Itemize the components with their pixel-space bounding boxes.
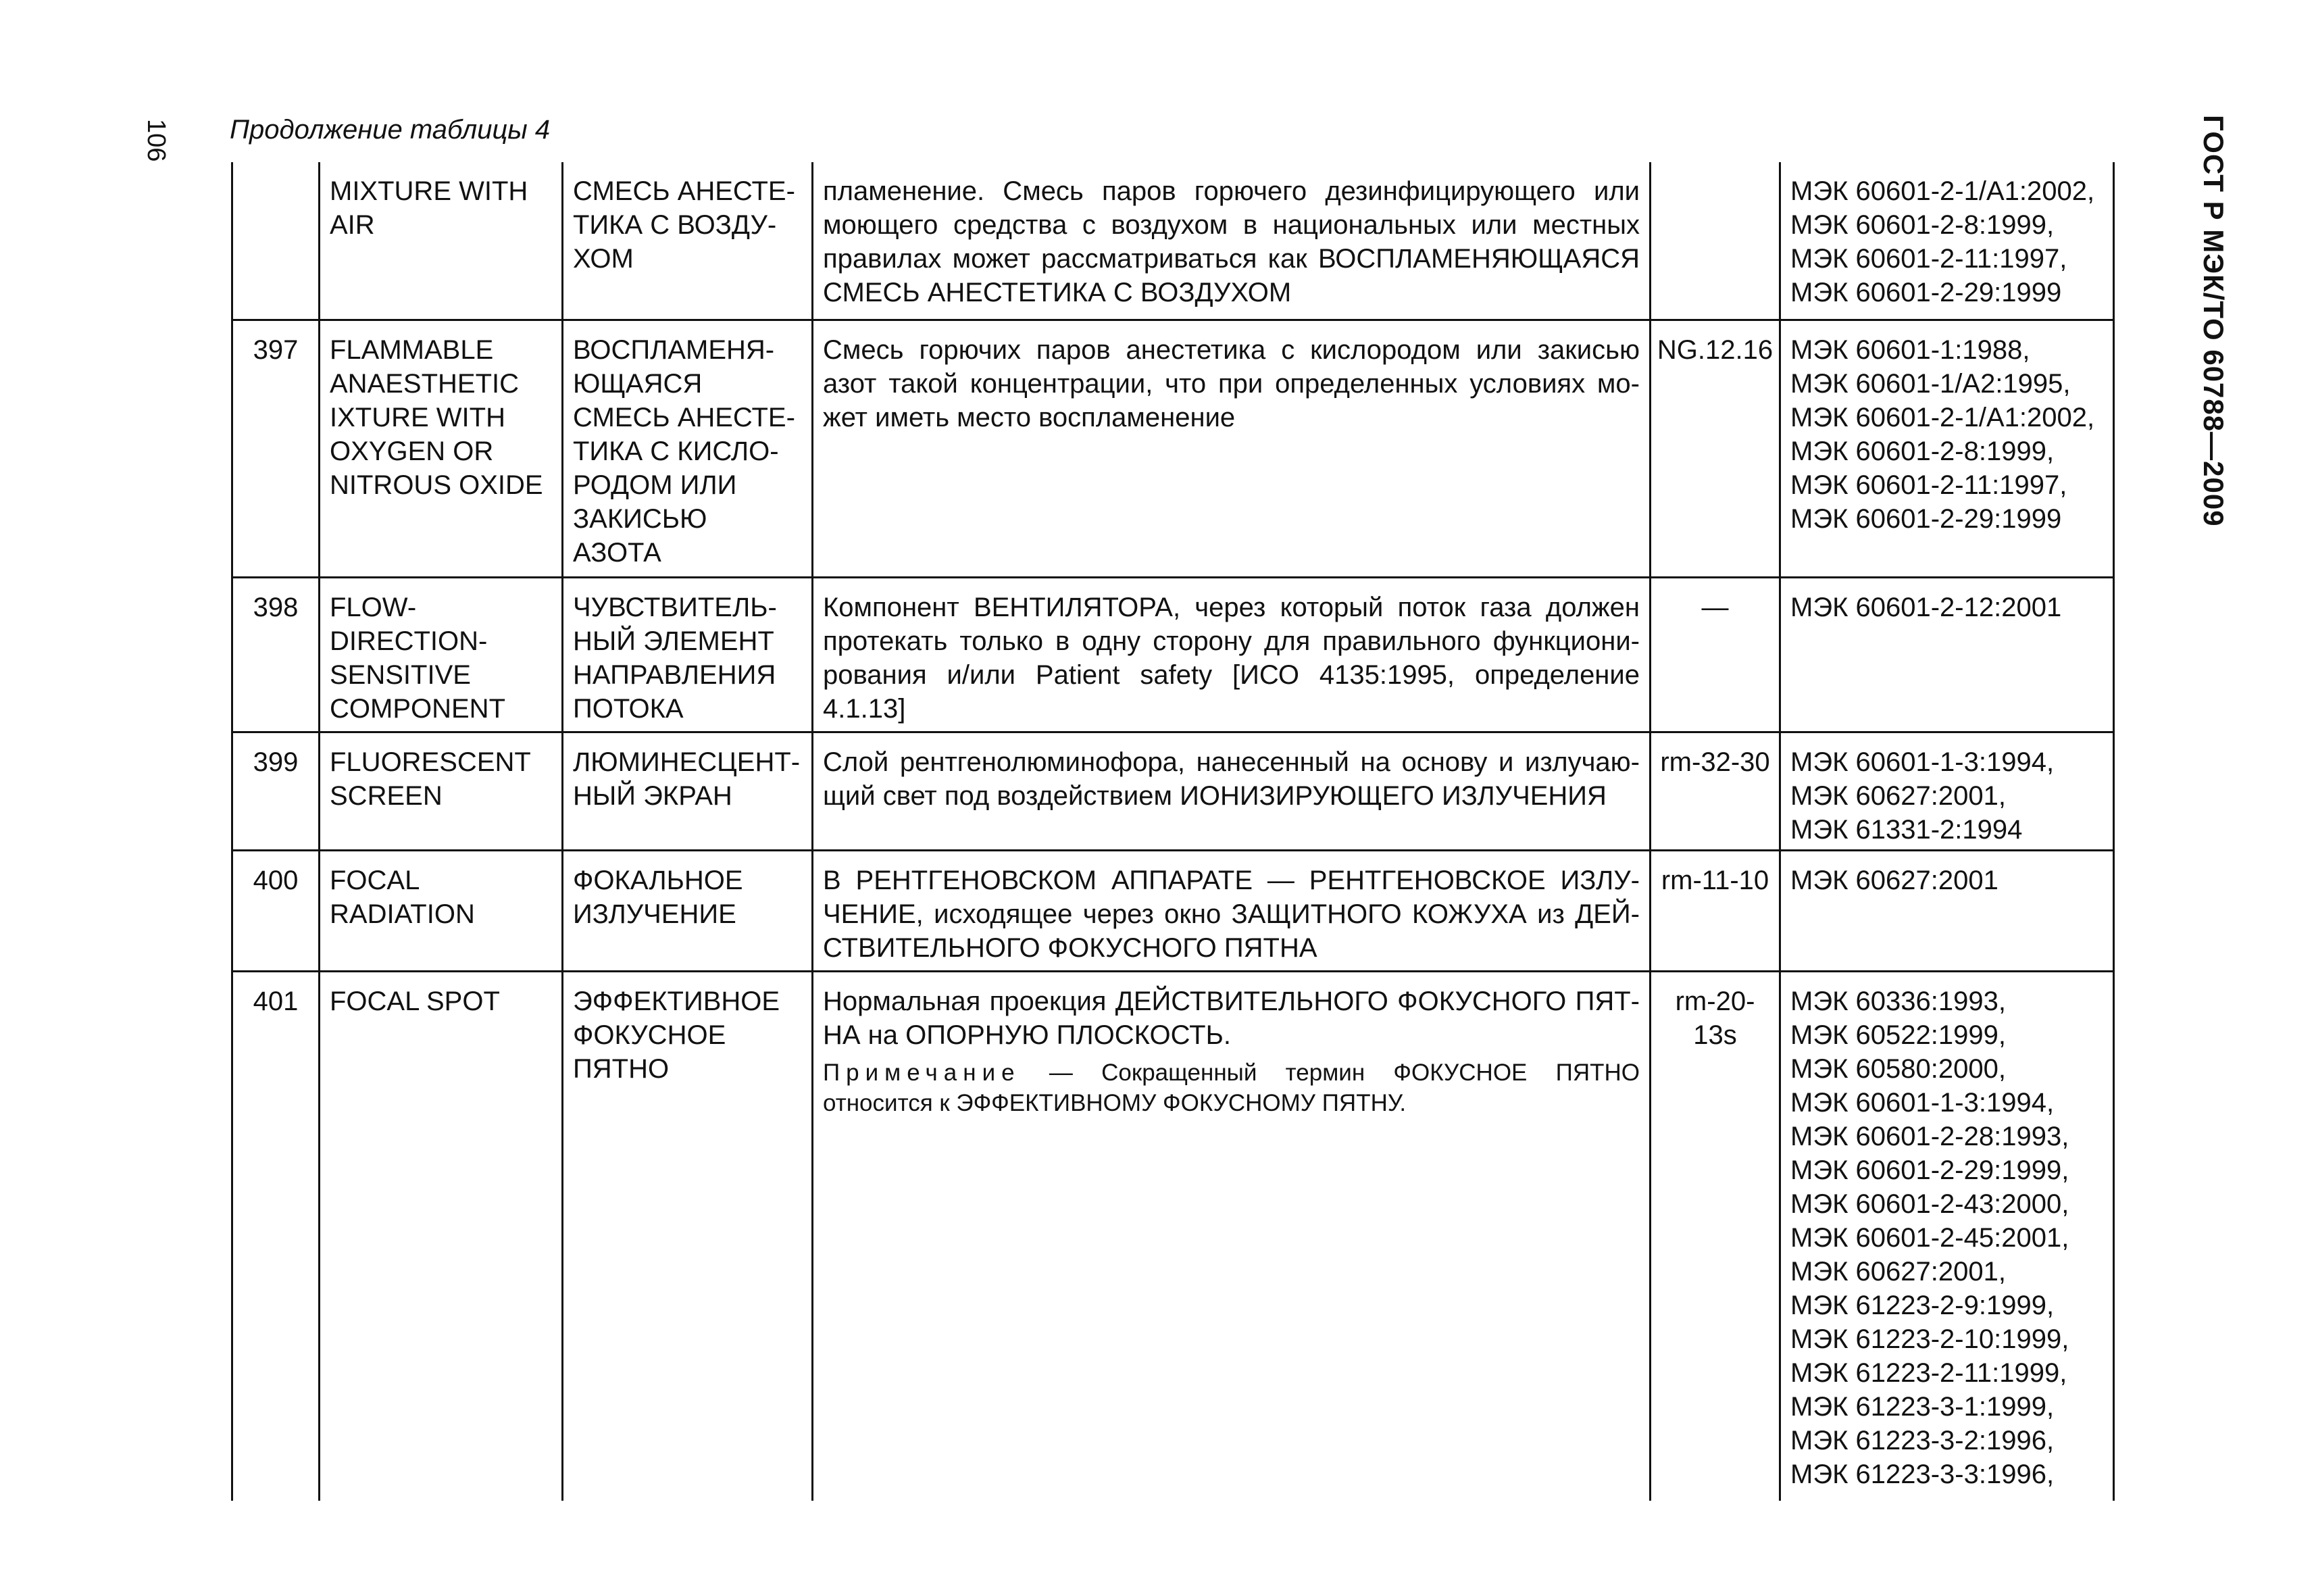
reference: МЭК 60601-2-29:1999 (1790, 278, 2062, 307)
table-caption: Продолжение таблицы 4 (230, 115, 551, 145)
term-references (1781, 162, 2115, 319)
reference: МЭК 60601-2-8:1999, (1790, 210, 2055, 240)
term-number: 397 (231, 321, 320, 576)
table-row (231, 321, 2115, 578)
table-row (231, 162, 2115, 321)
term-english: MIXTURE WITH AIR (320, 162, 563, 319)
reference: МЭК 60601-2-43:2000, (1790, 1189, 2069, 1219)
definition-text: Нормальная проекция ДЕЙСТВИТЕЛЬНОГО ФОКУСНОГО ПЯТ-НА на ОПОРНУЮ ПЛОСКОСТЬ. (823, 987, 1640, 1050)
term-references (1781, 578, 2115, 732)
term-code: NG.12.16 (1651, 321, 1781, 576)
term-english: FLOW-DIRECTION-SENSITIVE COMPONENT (320, 578, 563, 732)
term-number: 400 (231, 851, 320, 972)
term-english: FOCAL RADIATION (320, 851, 563, 972)
term-english: FLUORESCENT SCREEN (320, 733, 563, 853)
term-references (1781, 733, 2115, 853)
term-russian: ЧУВСТВИТЕЛЬ-НЫЙ ЭЛЕМЕНТ НАПРАВЛЕНИЯ ПОТОКА (563, 578, 813, 732)
reference: МЭК 60627:2001, (1790, 1257, 2006, 1287)
term-definition: Компонент ВЕНТИЛЯТОРА, через который поток газа должен протекать только в одну сторону для правильного функциони-рования и/или Patient safety [ИСО 4135:1995, определение 4.1.13] (813, 578, 1651, 732)
term-russian: ЭФФЕКТИВНОЕ ФОКУСНОЕ ПЯТНО (563, 972, 813, 1501)
term-english: FOCAL SPOT (320, 972, 563, 1501)
table-row (231, 733, 2115, 851)
reference: МЭК 60601-2-11:1997, (1790, 244, 2067, 274)
term-definition: пламенение. Смесь паров горючего дезинфицирующего или моющего средства с воздухом в национальных или местных правилах может рассматриваться как ВОСПЛАМЕНЯЮЩАЯСЯ СМЕСЬ АНЕСТЕТИКА С ВОЗДУХОМ (813, 162, 1651, 319)
page-number: 106 (142, 119, 170, 162)
term-number: 401 (231, 972, 320, 1501)
reference: МЭК 61331-2:1994 (1790, 815, 2023, 845)
term-russian: СМЕСЬ АНЕСТЕ-ТИКА С ВОЗДУ-ХОМ (563, 162, 813, 319)
term-code: rm-32-30 (1651, 733, 1781, 853)
reference: МЭК 60601-2-29:1999, (1790, 1155, 2069, 1185)
term-references (1781, 972, 2115, 1501)
reference: МЭК 60601-2-1/А1:2002, (1790, 176, 2095, 206)
reference: МЭК 60601-1-3:1994, (1790, 747, 2055, 777)
reference: МЭК 60601-2-28:1993, (1790, 1122, 2069, 1151)
term-english: FLAMMABLE ANAESTHETIC IXTURE WITH OXYGEN OR NITROUS OXIDE (320, 321, 563, 576)
term-definition (813, 972, 1651, 1501)
term-russian: ФОКАЛЬНОЕ ИЗЛУЧЕНИЕ (563, 851, 813, 972)
term-russian: ЛЮМИНЕСЦЕНТ-НЫЙ ЭКРАН (563, 733, 813, 853)
reference: МЭК 61223-3-1:1999, (1790, 1392, 2055, 1422)
term-code: rm-20-13s (1651, 972, 1781, 1501)
note-label: Примечание (823, 1059, 1021, 1086)
table-row (231, 851, 2115, 972)
definition-note (823, 1057, 1640, 1118)
reference: МЭК 61223-2-11:1999, (1790, 1358, 2067, 1388)
reference: МЭК 61223-3-2:1996, (1790, 1426, 2055, 1455)
reference: МЭК 60627:2001 (1790, 866, 1998, 895)
table-row (231, 972, 2115, 1501)
note-text: — Сокращенный термин ФОКУСНОЕ ПЯТНО относится к ЭФФЕКТИВНОМУ ФОКУСНОМУ ПЯТНУ. (823, 1059, 1640, 1116)
term-definition: В РЕНТГЕНОВСКОМ АППАРАТЕ — РЕНТГЕНОВСКОЕ ИЗЛУ-ЧЕНИЕ, исходящее через окно ЗАЩИТНОГО КОЖУХА из ДЕЙ-СТВИТЕЛЬНОГО ФОКУСНОГО ПЯТНА (813, 851, 1651, 972)
reference: МЭК 61223-2-9:1999, (1790, 1291, 2055, 1320)
term-code: rm-11-10 (1651, 851, 1781, 972)
term-references (1781, 321, 2115, 576)
reference: МЭК 60601-2-12:2001 (1790, 593, 2062, 622)
reference: МЭК 60580:2000, (1790, 1054, 2006, 1084)
reference: МЭК 60601-2-11:1997, (1790, 470, 2067, 500)
reference: МЭК 60522:1999, (1790, 1020, 2006, 1050)
terms-table (231, 162, 2115, 1501)
reference: МЭК 60601-1:1988, (1790, 335, 2030, 365)
standard-header: ГОСТ Р МЭК/ТО 60788—2009 (2198, 115, 2230, 527)
term-number: 399 (231, 733, 320, 853)
reference: МЭК 60601-2-45:2001, (1790, 1223, 2069, 1253)
term-code (1651, 162, 1781, 319)
reference: МЭК 60601-2-29:1999 (1790, 504, 2062, 534)
reference: МЭК 60601-1/А2:1995, (1790, 369, 2071, 399)
term-definition: Смесь горючих паров анестетика с кислородом или закисью азот такой концентрации, что при определенных условиях мо-жет иметь место воспламенение (813, 321, 1651, 576)
term-definition: Слой рентгенолюминофора, нанесенный на основу и излучаю-щий свет под воздействием ИОНИЗИРУЮЩЕГО ИЗЛУЧЕНИЯ (813, 733, 1651, 853)
reference: МЭК 61223-3-3:1996, (1790, 1460, 2055, 1489)
term-number (231, 162, 320, 319)
term-russian: ВОСПЛАМЕНЯ-ЮЩАЯСЯ СМЕСЬ АНЕСТЕ-ТИКА С КИСЛО-РОДОМ ИЛИ ЗАКИСЬЮ АЗОТА (563, 321, 813, 576)
reference: МЭК 60336:1993, (1790, 987, 2006, 1016)
term-number: 398 (231, 578, 320, 732)
reference: МЭК 60601-2-8:1999, (1790, 437, 2055, 466)
reference: МЭК 60601-1-3:1994, (1790, 1088, 2055, 1118)
reference: МЭК 60627:2001, (1790, 781, 2006, 811)
term-references (1781, 851, 2115, 972)
reference: МЭК 61223-2-10:1999, (1790, 1324, 2069, 1354)
table-row (231, 578, 2115, 733)
reference: МЭК 60601-2-1/А1:2002, (1790, 403, 2095, 432)
term-code: — (1651, 578, 1781, 732)
